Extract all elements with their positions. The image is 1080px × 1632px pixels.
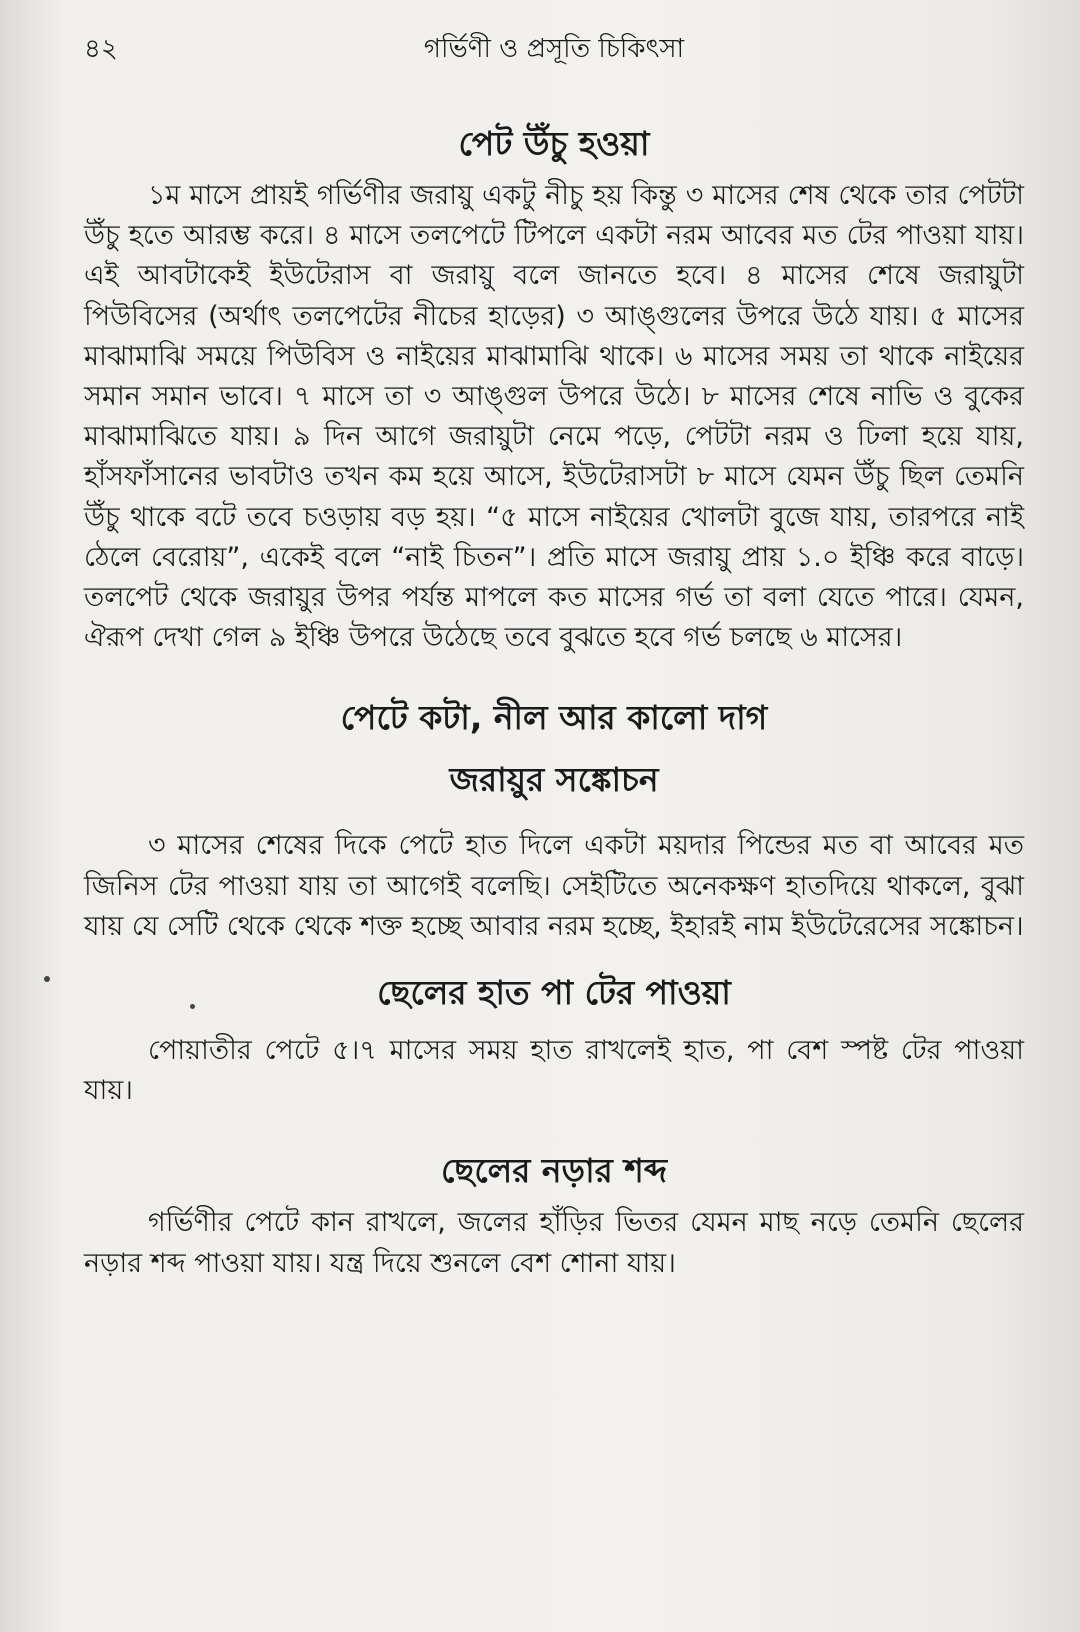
running-header [84,28,1024,68]
section-paragraph: গর্ভিণীর পেটে কান রাখলে, জলের হাঁড়ির ভিতর যেমন মাছ নড়ে তেমনি ছেলের নড়ার শব্দ পাওয়া যায়। যন্ত্র দিয়ে শুনলে বেশ শোনা যায়। [84,1207,1024,1279]
section-paragraph: পোয়াতীর পেটে ৫।৭ মাসের সময় হাত রাখলেই হাত, পা বেশ স্পষ্ট টের পাওয়া যায়। [84,1035,1024,1107]
book-title: গর্ভিণী ও প্রসূতি চিকিৎসা [423,34,685,64]
section-uterine-contraction [84,826,1024,947]
page-number: ৪২ [84,34,118,64]
section-title-belly-rising: পেট উঁচু হওয়া [458,124,650,163]
section-movement-sound [84,1203,1024,1283]
section-title-feeling-limbs: ছেলের হাত পা টের পাওয়া [377,973,731,1013]
section-title-movement-sound: ছেলের নড়ার শব্দ [440,1151,668,1191]
section-belly-rising [84,176,1024,658]
paper-speck [190,1004,195,1009]
section-title-belly-marks: পেটে কটা, নীল আর কালো দাগ [340,698,768,738]
section-title-uterine-contraction: জরায়ুর সঙ্কোচন [449,760,659,800]
paper-speck [44,976,50,982]
section-paragraph: ৩ মাসের শেষের দিকে পেটে হাত দিলে একটা ময়দার পিন্ডের মত বা আবের মত জিনিস টের পাওয়া যায় তা আগেই বলেছি। সেইটিতে অনেকক্ষণ হাতদিয়ে থাকলে, বুঝা যায় যে সেটি থেকে থেকে শক্ত হচ্ছে আবার নরম হচ্ছে, ইহারই নাম ইউটেরেসের সঙ্কোচন। [84,830,1024,942]
section-paragraph: ১ম মাসে প্রায়ই গর্ভিণীর জরায়ু একটু নীচু হয় কিন্তু ৩ মাসের শেষ থেকে তার পেটটা উঁচু হতে আরম্ভ করে। ৪ মাসে তলপেটে টিপলে একটা নরম আবের মত টের পাওয়া যায়। এই আবটাকেই ইউটেরাস বা জরায়ু বলে জানতে হবে। ৪ মাসের শেষে জরায়ুটা পিউবিসের (অর্থাৎ তলপেটের নীচের হাড়ের) ৩ আঙ্গুলের উপরে উঠে যায়। ৫ মাসের মাঝামাঝি সময়ে পিউবিস ও নাইয়ের মাঝামাঝি থাকে। ৬ মাসের সময় তা থাকে নাইয়ের সমান সমান ভাবে। ৭ মাসে তা ৩ আঙ্গুল উপরে উঠে। ৮ মাসের শেষে নাভি ও বুকের মাঝামাঝিতে যায়। ৯ দিন আগে জরায়ুটা নেমে পড়ে, পেটটা নরম ও ঢিলা হয়ে যায়, হাঁসফাঁসানের ভাবটাও তখন কম হয়ে আসে, ইউটেরাসটা ৮ মাসে যেমন উঁচু ছিল তেমনি উঁচু থাকে বটে তবে চওড়ায় বড় হয়। “৫ মাসে নাইয়ের খোলটা বুজে যায়, তারপরে নাই ঠেলে বেরোয়”, একেই বলে “নাই চিতন”। প্রতি মাসে জরায়ু প্রায় ১.০ ইঞ্চি করে বাড়ে। তলপেট থেকে জরায়ুর উপর পর্যন্ত মাপলে কত মাসের গর্ভ তা বলা যেতে পারে। যেমন, ঐরূপ দেখা গেল ৯ ইঞ্চি উপরে উঠেছে তবে বুঝতে হবে গর্ভ চলছে ৬ মাসের। [84,180,1024,654]
section-feeling-limbs [84,1031,1024,1111]
